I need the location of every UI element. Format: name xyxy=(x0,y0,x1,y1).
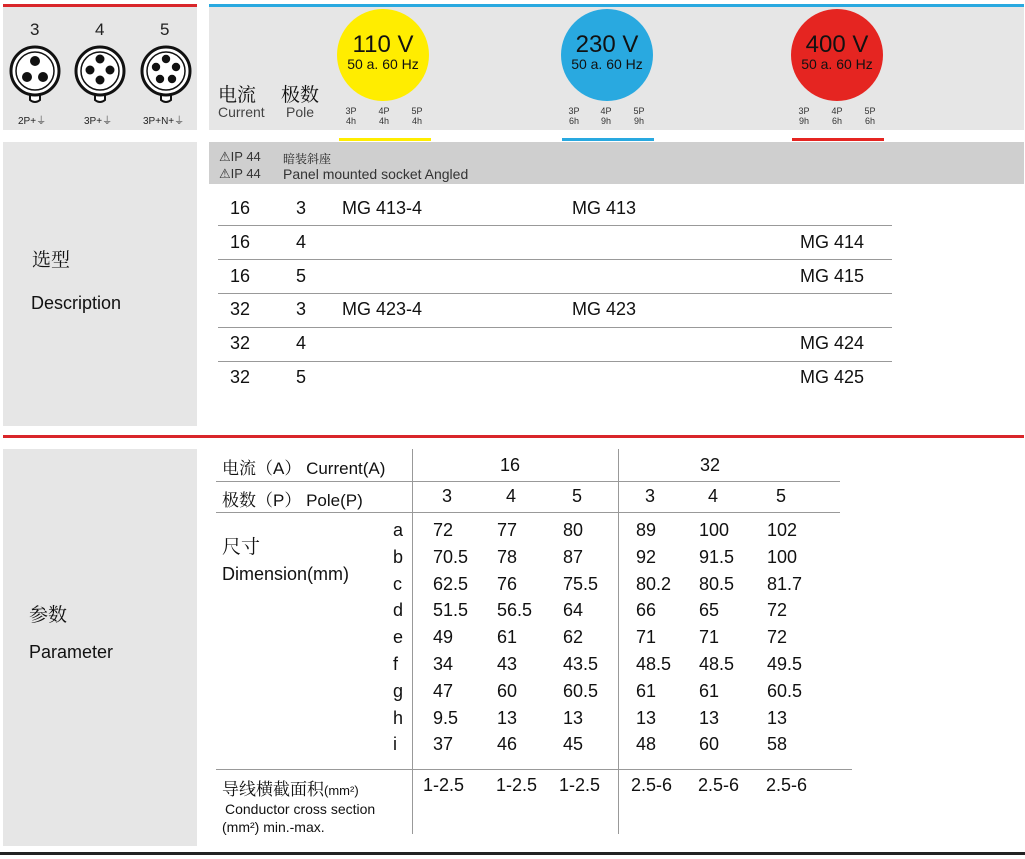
voltage-header-top-line xyxy=(209,4,1024,7)
dimension-value: 61 xyxy=(699,680,720,701)
description-cell-v110: MG 413-4 xyxy=(342,198,423,218)
description-row xyxy=(218,226,892,259)
description-row xyxy=(218,192,892,225)
dimension-key: e xyxy=(393,627,404,648)
description-cell-v400: MG 414 xyxy=(800,231,865,252)
voltage-110-label: 110 V xyxy=(352,31,414,58)
pin-label-2p: 2P+⏚ xyxy=(18,116,47,127)
conductor-value: 1-2.5 xyxy=(496,775,538,795)
dimension-value: 100 xyxy=(699,520,730,540)
banner-zh: 暗装斜座 xyxy=(283,152,332,166)
param-line-2 xyxy=(216,512,840,513)
conductor-value: 2.5-6 xyxy=(698,775,740,795)
v230-pole-4p: 4P 9h xyxy=(600,106,612,126)
voltage-400-hz: 50 a. 60 Hz xyxy=(801,56,873,72)
dimension-value: 80.2 xyxy=(636,573,672,594)
v110-pole-3p: 3P 4h xyxy=(345,106,357,126)
dimension-key: d xyxy=(393,600,404,621)
dimension-value: 66 xyxy=(636,600,657,621)
dimension-value: 60 xyxy=(497,680,518,701)
pin-label-3p: 3P+⏚ xyxy=(84,116,113,127)
dimension-value: 87 xyxy=(563,546,584,567)
description-cell-current: 32 xyxy=(230,367,251,387)
description-cell-current: 16 xyxy=(230,198,251,218)
dimension-value: 60.5 xyxy=(563,680,599,701)
conductor-value: 2.5-6 xyxy=(631,775,673,795)
description-cell-v400: MG 425 xyxy=(800,367,865,387)
description-side-panel xyxy=(3,142,197,426)
voltage-230-hz: 50 a. 60 Hz xyxy=(571,56,643,72)
v230-pole-5p: 5P 9h xyxy=(633,106,645,126)
description-cell-current: 32 xyxy=(230,333,251,354)
dimension-value: 48.5 xyxy=(699,654,735,674)
dimension-value: 72 xyxy=(767,600,788,621)
description-cell-pole: 4 xyxy=(296,231,307,252)
voltage-230-circle xyxy=(561,9,653,101)
param-pole-header: 4 xyxy=(506,486,517,506)
description-cell-v400: MG 424 xyxy=(800,333,865,354)
voltage-110-circle xyxy=(337,9,429,101)
dimension-value: 62.5 xyxy=(433,573,469,594)
dimension-value: 61 xyxy=(497,627,518,648)
description-cell-current: 16 xyxy=(230,231,251,252)
socket-5pin-icon xyxy=(139,44,193,104)
v110-pole-5p: 5P 4h xyxy=(411,106,423,126)
dimension-value: 47 xyxy=(433,680,454,701)
footer-line xyxy=(0,852,1025,855)
parameter-label-zh: 参数 xyxy=(29,605,68,626)
dimension-label-en: Dimension(mm) xyxy=(222,564,350,584)
description-cell-v230: MG 413 xyxy=(572,198,637,218)
description-row xyxy=(218,293,892,326)
dimension-key: c xyxy=(393,573,402,594)
dimension-value: 61 xyxy=(636,680,657,701)
v110-pole-4p: 4P 4h xyxy=(378,106,390,126)
dimension-value: 45 xyxy=(563,734,584,755)
pin-label-3pn: 3P+N+⏚ xyxy=(143,116,185,127)
description-cell-pole: 3 xyxy=(296,299,307,320)
v400-underline xyxy=(792,138,884,141)
param-line-1 xyxy=(216,481,840,482)
dimension-value: 9.5 xyxy=(433,707,459,728)
dimension-value: 102 xyxy=(767,520,798,540)
description-row xyxy=(218,327,892,360)
param-vline-2 xyxy=(618,449,619,834)
dimension-value: 13 xyxy=(636,707,657,728)
param-current-16: 16 xyxy=(500,455,521,475)
dimension-value: 64 xyxy=(563,600,584,621)
param-pole-header: 5 xyxy=(572,486,583,506)
conductor-value: 2.5-6 xyxy=(766,775,808,795)
banner-ip-2: ⚠IP 44 xyxy=(219,166,261,181)
dimension-value: 58 xyxy=(767,734,788,755)
description-label-zh: 选型 xyxy=(32,250,71,271)
description-cell-pole: 5 xyxy=(296,367,307,387)
dimension-key: a xyxy=(393,520,404,540)
dimension-key: g xyxy=(393,680,404,701)
dimension-value: 72 xyxy=(433,520,454,540)
dimension-value: 72 xyxy=(767,627,788,648)
voltage-400-label: 400 V xyxy=(805,31,869,58)
dimension-key: h xyxy=(393,707,404,728)
header-pole-zh: 极数 xyxy=(281,85,320,106)
header-current-zh: 电流 xyxy=(218,85,257,106)
dimension-value: 60.5 xyxy=(767,680,803,701)
dimension-value: 46 xyxy=(497,734,518,755)
dimension-value: 70.5 xyxy=(433,546,469,567)
dimension-value: 49 xyxy=(433,627,454,648)
dimension-key: b xyxy=(393,546,404,567)
dimension-value: 71 xyxy=(699,627,720,648)
dimension-value: 60 xyxy=(699,734,720,755)
dimension-value: 37 xyxy=(433,734,454,755)
banner-en: Panel mounted socket Angled xyxy=(283,166,469,182)
description-cell-current: 16 xyxy=(230,265,251,286)
dimension-value: 92 xyxy=(636,546,657,567)
description-label-en: Description xyxy=(31,293,122,313)
dimension-value: 77 xyxy=(497,520,518,540)
dimension-value: 75.5 xyxy=(563,573,599,594)
socket-4pin-icon xyxy=(73,44,127,104)
description-cell-pole: 3 xyxy=(296,198,307,218)
dimension-value: 76 xyxy=(497,573,518,594)
conductor-value: 1-2.5 xyxy=(559,775,601,795)
conductor-label-en-1: Conductor cross section xyxy=(225,801,376,817)
description-cell-pole: 5 xyxy=(296,265,307,286)
param-pole-header: 3 xyxy=(645,486,656,506)
dimension-value: 56.5 xyxy=(497,600,533,621)
section-divider-red xyxy=(3,435,1024,438)
dimension-value: 13 xyxy=(497,707,518,728)
dimension-value: 13 xyxy=(767,707,788,728)
dimension-value: 62 xyxy=(563,627,584,648)
dimension-value: 89 xyxy=(636,520,657,540)
param-line-3 xyxy=(216,769,852,770)
dimension-value: 78 xyxy=(497,546,518,567)
conductor-label-zh: 导线横截面积(mm²) xyxy=(222,780,359,799)
dimension-value: 100 xyxy=(767,546,798,567)
description-cell-v230: MG 423 xyxy=(572,299,637,320)
dimension-value: 13 xyxy=(563,707,584,728)
description-row xyxy=(218,361,892,394)
description-cell-v110: MG 423-4 xyxy=(342,299,423,320)
param-vline-1 xyxy=(412,449,413,834)
dimension-value: 65 xyxy=(699,600,720,621)
conductor-value: 1-2.5 xyxy=(423,775,465,795)
socket-3pin-icon xyxy=(8,44,62,104)
v400-pole-4p: 4P 6h xyxy=(831,106,843,126)
conductor-label-en-2: (mm²) min.-max. xyxy=(222,819,325,835)
dimension-key: f xyxy=(393,654,399,674)
dimension-value: 43.5 xyxy=(563,654,599,674)
dimension-value: 13 xyxy=(699,707,720,728)
header-pole-en: Pole xyxy=(286,104,315,120)
description-row xyxy=(218,260,892,293)
voltage-110-hz: 50 a. 60 Hz xyxy=(347,56,419,72)
dimension-value: 71 xyxy=(636,627,657,648)
param-current-32: 32 xyxy=(700,455,721,475)
param-pole-header: 5 xyxy=(776,486,787,506)
v400-pole-3p: 3P 9h xyxy=(798,106,810,126)
banner-ip-1: ⚠IP 44 xyxy=(219,149,261,164)
v400-pole-5p: 5P 6h xyxy=(864,106,876,126)
description-cell-pole: 4 xyxy=(296,333,307,354)
dimension-value: 80.5 xyxy=(699,573,735,594)
dimension-label-zh: 尺寸 xyxy=(222,537,261,558)
pin-number-4: 4 xyxy=(95,20,105,39)
description-cell-v400: MG 415 xyxy=(800,265,865,286)
dimension-value: 80 xyxy=(563,520,584,540)
v230-pole-3p: 3P 6h xyxy=(568,106,580,126)
dimension-value: 48.5 xyxy=(636,654,672,674)
dimension-value: 91.5 xyxy=(699,546,735,567)
header-current-en: Current xyxy=(218,104,265,120)
pin-panel-top-line xyxy=(3,4,197,7)
param-pole-header: 3 xyxy=(442,486,453,506)
dimension-value: 51.5 xyxy=(433,600,469,621)
dimension-value: 81.7 xyxy=(767,573,803,594)
dimension-key: i xyxy=(393,734,397,755)
param-pole-label: 极数（P） Pole(P) xyxy=(222,491,363,510)
voltage-400-circle xyxy=(791,9,883,101)
param-pole-header: 4 xyxy=(708,486,719,506)
pin-number-3: 3 xyxy=(30,20,40,39)
pin-number-5: 5 xyxy=(160,20,170,39)
description-cell-current: 32 xyxy=(230,299,251,320)
dimension-value: 48 xyxy=(636,734,657,755)
voltage-230-label: 230 V xyxy=(575,31,639,58)
parameter-label-en: Parameter xyxy=(29,642,114,662)
dimension-value: 49.5 xyxy=(767,654,803,674)
dimension-value: 34 xyxy=(433,654,454,674)
v230-underline xyxy=(562,138,654,141)
param-current-label: 电流（A） Current(A) xyxy=(222,459,386,478)
dimension-value: 43 xyxy=(497,654,518,674)
v110-underline xyxy=(339,138,431,141)
